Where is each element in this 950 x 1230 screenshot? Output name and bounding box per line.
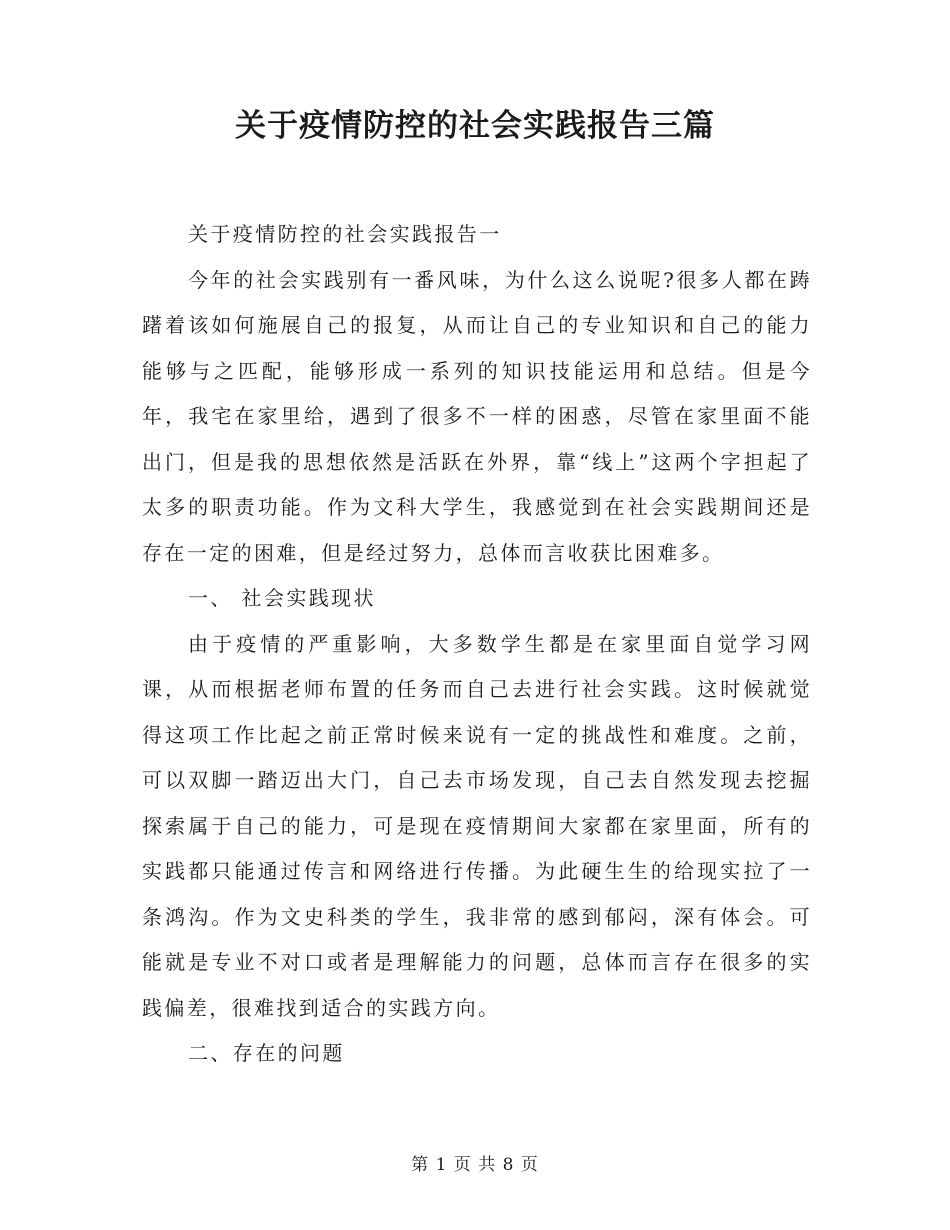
document-body (142, 212, 812, 1077)
section-heading-report-one: 关于疫情防控的社会实践报告一 (188, 222, 502, 246)
section-heading-problems: 二、存在的问题 (188, 1041, 345, 1065)
document-title: 关于疫情防控的社会实践报告三篇 (235, 108, 715, 144)
body-paragraph: 今年的社会实践别有一番风味，为什么这么说呢?很多人都在踌躇着该如何施展自己的报复，从而让自己的专业知识和自己的能力能够与之匹配，能够形成一系列的知识技能运用和总结。但是今年，我宅在家里给，遇到了很多不一样的困惑，尽管在家里面不能出门，但是我的思想依然是活跃在外界，靠“线上”这两个字担起了太多的职责功能。作为文科大学生，我感觉到在社会实践期间还是存在一定的困难，但是经过努力，总体而言收获比困难多。 (142, 267, 812, 565)
section-heading-current-status: 一、 社会实践现状 (188, 586, 376, 610)
body-paragraph: 由于疫情的严重影响，大多数学生都是在家里面自觉学习网课，从而根据老师布置的任务而自己去进行社会实践。这时候就觉得这项工作比起之前正常时候来说有一定的挑战性和难度。之前，可以双脚一踏迈出大门，自己去市场发现，自己去自然发现去挖掘探索属于自己的能力，可是现在疫情期间大家都在家里面，所有的实践都只能通过传言和网络进行传播。为此硬生生的给现实拉了一条鸿沟。作为文史科类的学生，我非常的感到郁闷，深有体会。可能就是专业不对口或者是理解能力的问题，总体而言存在很多的实践偏差，很难找到适合的实践方向。 (142, 631, 812, 1020)
page-number-footer: 第 1 页 共 8 页 (411, 1155, 539, 1175)
